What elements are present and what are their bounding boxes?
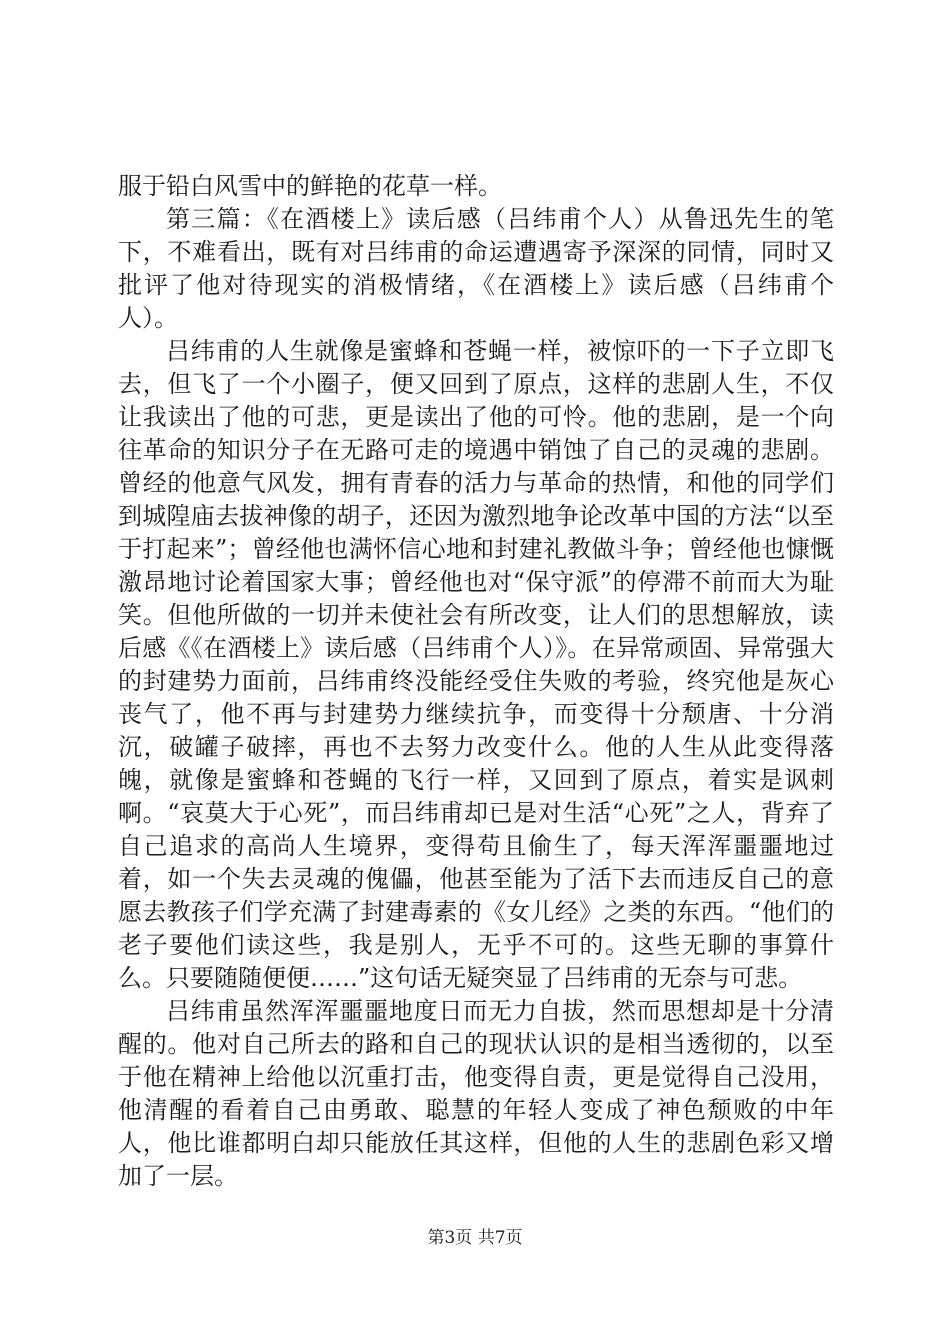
page-footer bbox=[0, 1226, 950, 1250]
paragraph-main: 吕纬甫的人生就像是蜜蜂和苍蝇一样，被惊吓的一下子立即飞去，但飞了一个小圈子，便又回到了原点，这样的悲剧人生，不仅让我读出了他的可悲，更是读出了他的可怜。他的悲剧，是一个向往革命的知识分子在无路可走的境遇中销蚀了自己的灵魂的悲剧。曾经的他意气风发，拥有青春的活力与革命的热情，和他的同学们到城隍庙去拔神像的胡子，还因为激烈地争论改革中国的方法“以至于打起来”；曾经他也满怀信心地和封建礼教做斗争；曾经他也慷慨激昂地讨论着国家大事；曾经他也对“保守派”的停滞不前而大为耻笑。但他所做的一切并未使社会有所改变，让人们的思想解放，读后感《《在酒楼上》读后感（吕纬甫个人）》。在异常顽固、异常强大的封建势力面前，吕纬甫终没能经受住失败的考验，终究他是灰心丧气了，他不再与封建势力继续抗争，而变得十分颓唐、十分消沉，破罐子破摔，再也不去努力改变什么。他的人生从此变得落魄，就像是蜜蜂和苍蝇的飞行一样，又回到了原点，着实是讽刺啊。“哀莫大于心死”，而吕纬甫却已是对生活“心死”之人，背弃了自己追求的高尚人生境界，变得苟且偷生了，每天浑浑噩噩地过着，如一个失去灵魂的傀儡，他甚至能为了活下去而违反自己的意愿去教孩子们学充满了封建毒素的《女儿经》之类的东西。“他们的老子要他们读这些，我是别人，无乎不可的。这些无聊的事算什么。只要随随便便……”这句话无疑突显了吕纬甫的无奈与可悲。 bbox=[118, 337, 834, 992]
body-text bbox=[118, 170, 834, 1193]
paragraph-closing: 吕纬甫虽然浑浑噩噩地度日而无力自拔，然而思想却是十分清醒的。他对自己所去的路和自己的现状认识的是相当透彻的，以至于他在精神上给他以沉重打击，他变得自责，更是觉得自己没用，他清醒的看着自己由勇敢、聪慧的年轻人变成了神色颓败的中年人，他比谁都明白却只能放任其这样，但他的人生的悲剧色彩又增加了一层。 bbox=[118, 997, 834, 1190]
paragraph-continuation: 服于铅白风雪中的鲜艳的花草一样。 bbox=[118, 172, 502, 200]
paragraph-intro: 第三篇：《在酒楼上》读后感（吕纬甫个人）从鲁迅先生的笔下，不难看出，既有对吕纬甫的命运遭遇寄予深深的同情，同时又批评了他对待现实的消极情绪，《在酒楼上》读后感（吕纬甫个人）。 bbox=[118, 205, 834, 332]
page-number: 第3页 共7页 bbox=[427, 1228, 523, 1248]
